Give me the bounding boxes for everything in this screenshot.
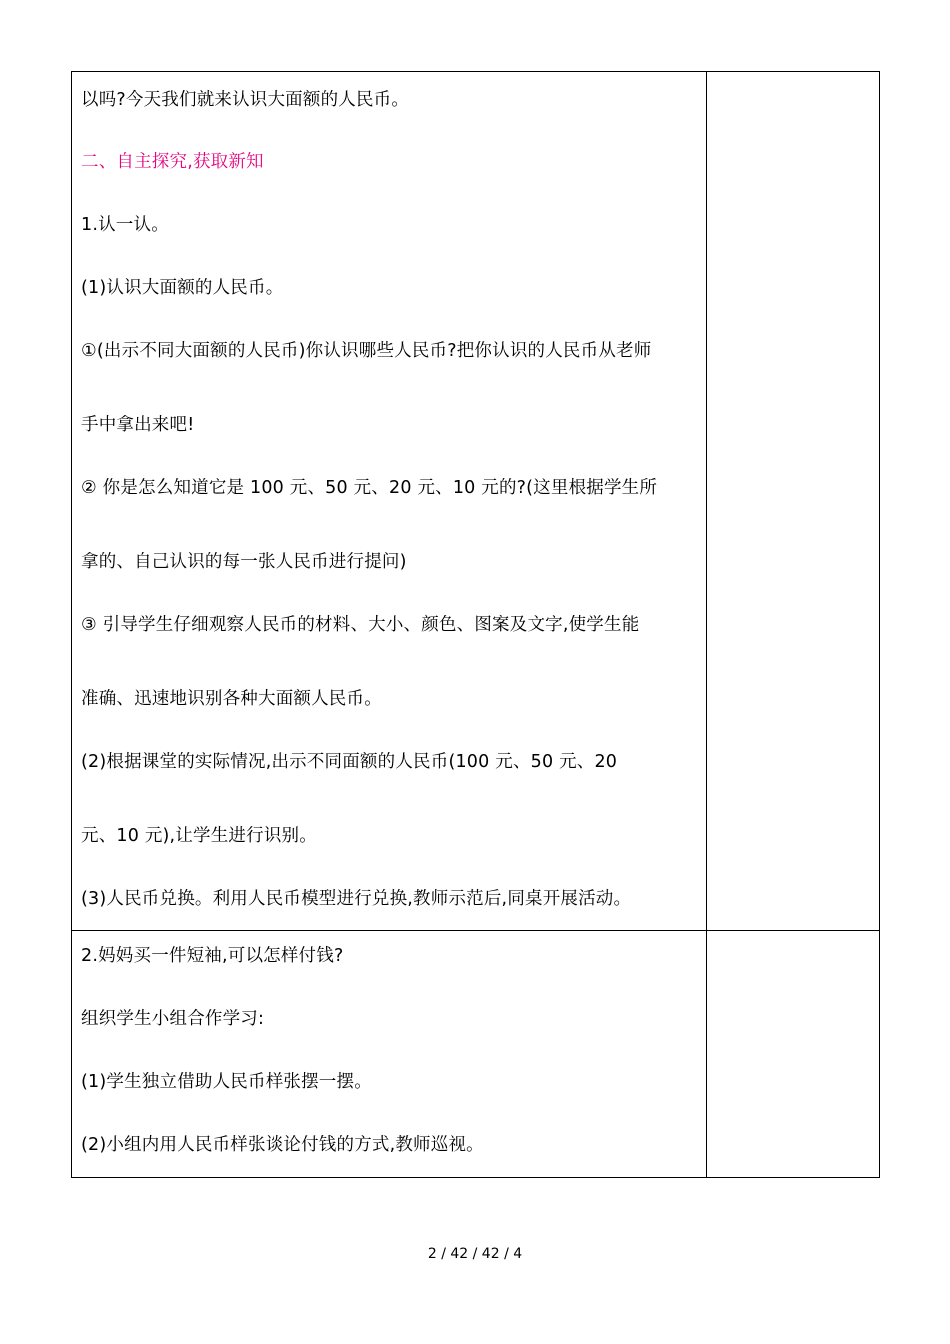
paragraph-line: (1)学生独立借助人民币样张摆一摆。 [81, 1072, 372, 1092]
table-row [72, 931, 880, 1178]
notes-cell [707, 931, 880, 1178]
paragraph-line: 组织学生小组合作学习: [81, 1009, 265, 1029]
table-row [72, 72, 880, 931]
notes-cell [707, 72, 880, 931]
paragraph-line: (2)根据课堂的实际情况,出示不同面额的人民币(100 元、50 元、20 [81, 752, 618, 772]
paragraph-line: ③ 引导学生仔细观察人民币的材料、大小、颜色、图案及文字,使学生能 [81, 615, 640, 635]
lesson-plan-table [71, 71, 880, 1178]
paragraph-line: 2.妈妈买一件短袖,可以怎样付钱? [81, 946, 344, 966]
paragraph-line: 拿的、自己认识的每一张人民币进行提问) [81, 552, 407, 572]
content-cell [72, 931, 707, 1178]
paragraph-line: 手中拿出来吧! [81, 415, 195, 435]
paragraph-line: ①(出示不同大面额的人民币)你认识哪些人民币?把你认识的人民币从老师 [81, 341, 652, 361]
paragraph-line: 以吗?今天我们就来认识大面额的人民币。 [81, 90, 410, 110]
section-heading: 二、自主探究,获取新知 [81, 152, 264, 172]
paragraph-line: (1)认识大面额的人民币。 [81, 278, 284, 298]
page-number: 2 / 42 / 42 / 4 [427, 1246, 523, 1262]
paragraph-line: 1.认一认。 [81, 215, 169, 235]
paragraph-line: 准确、迅速地识别各种大面额人民币。 [81, 689, 382, 709]
paragraph-line: 元、10 元),让学生进行识别。 [81, 826, 317, 846]
paragraph-line: (2)小组内用人民币样张谈论付钱的方式,教师巡视。 [81, 1135, 484, 1155]
paragraph-line: (3)人民币兑换。利用人民币模型进行兑换,教师示范后,同桌开展活动。 [81, 889, 632, 909]
paragraph-line: ② 你是怎么知道它是 100 元、50 元、20 元、10 元的?(这里根据学生所 [81, 478, 658, 498]
content-cell [72, 72, 707, 931]
